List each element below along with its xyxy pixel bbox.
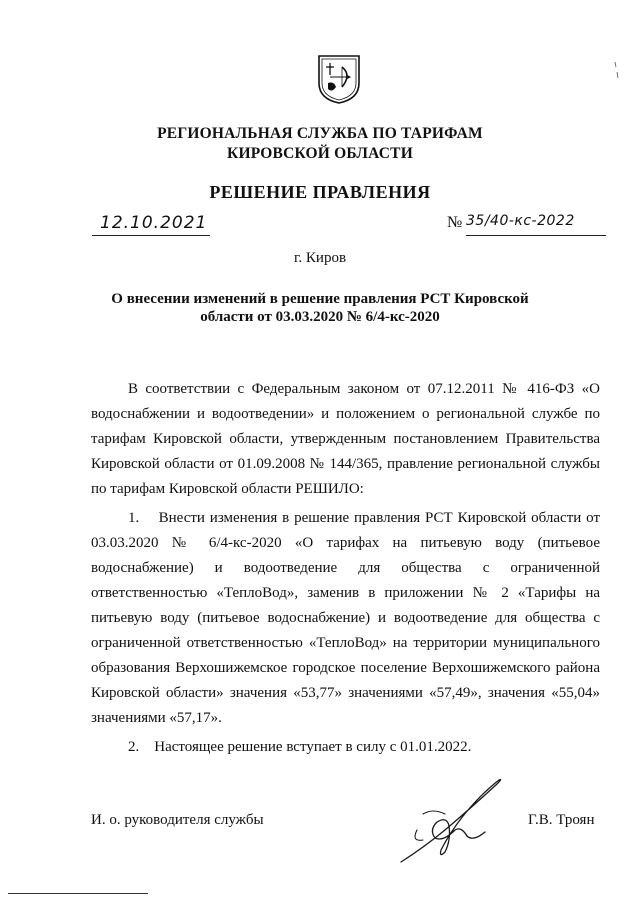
number-sign: № [447,214,463,231]
preamble-paragraph: В соответствии с Федеральным законом от 07.12.2011 № 416-ФЗ «О водоснабжении и водоотведении» и положением о региональной службе по тарифам Кировской области, утвержденным постановлением Правительства Кировской области от 01.09.2008 № 144/365, правление региональной службы по тарифам Кировской области РЕШИЛО: [91,381,600,497]
number-underline [466,235,606,236]
organization-name-line2: КИРОВСКОЙ ОБЛАСТИ [227,145,413,162]
organization-name [0,124,640,164]
item-2-paragraph: 2. Настоящее решение вступает в силу с 01.01.2022. [128,739,472,755]
subject-line1: О внесении изменений в решение правления РСТ Кировской [111,291,529,307]
coat-of-arms-icon [316,53,362,105]
date-underline [92,235,210,236]
city: г. Киров [293,250,347,266]
decision-subject [0,290,640,326]
signatory-role: И. о. руководителя службы [91,812,264,828]
decision-number: 35/40-кс-2022 [466,213,575,229]
document-body [91,377,600,764]
document-title: РЕШЕНИЕ ПРАВЛЕНИЯ [209,182,431,202]
margin-mark [612,60,624,80]
organization-name-line1: РЕГИОНАЛЬНАЯ СЛУЖБА ПО ТАРИФАМ [157,125,483,142]
subject-line2: области от 03.03.2020 № 6/4-кс-2020 [200,309,440,325]
item-1-paragraph: 1. Внести изменения в решение правления РСТ Кировской области от 03.03.2020 № 6/4-кс-2020 «О тарифах на питьевую воду (питьевое водоснабжение) и водоотведение для общества с ограниченной ответственностью «ТеплоВод», заменив в приложении № 2 «Тарифы на питьевую воду (питьевое водоснабжение) и водоотведение для общества с ограниченной ответственностью «ТеплоВод» на территории муниципального образования Верхошижемское городское поселение Верхошижемского района Кировской области» значения «53,77» значениями «57,49», значения «55,04» значениями «57,17». [91,510,600,726]
signatory-name: Г.В. Троян [528,812,595,828]
footer-rule [8,893,148,894]
handwritten-signature [393,770,515,870]
decision-date: 12.10.2021 [100,213,208,233]
